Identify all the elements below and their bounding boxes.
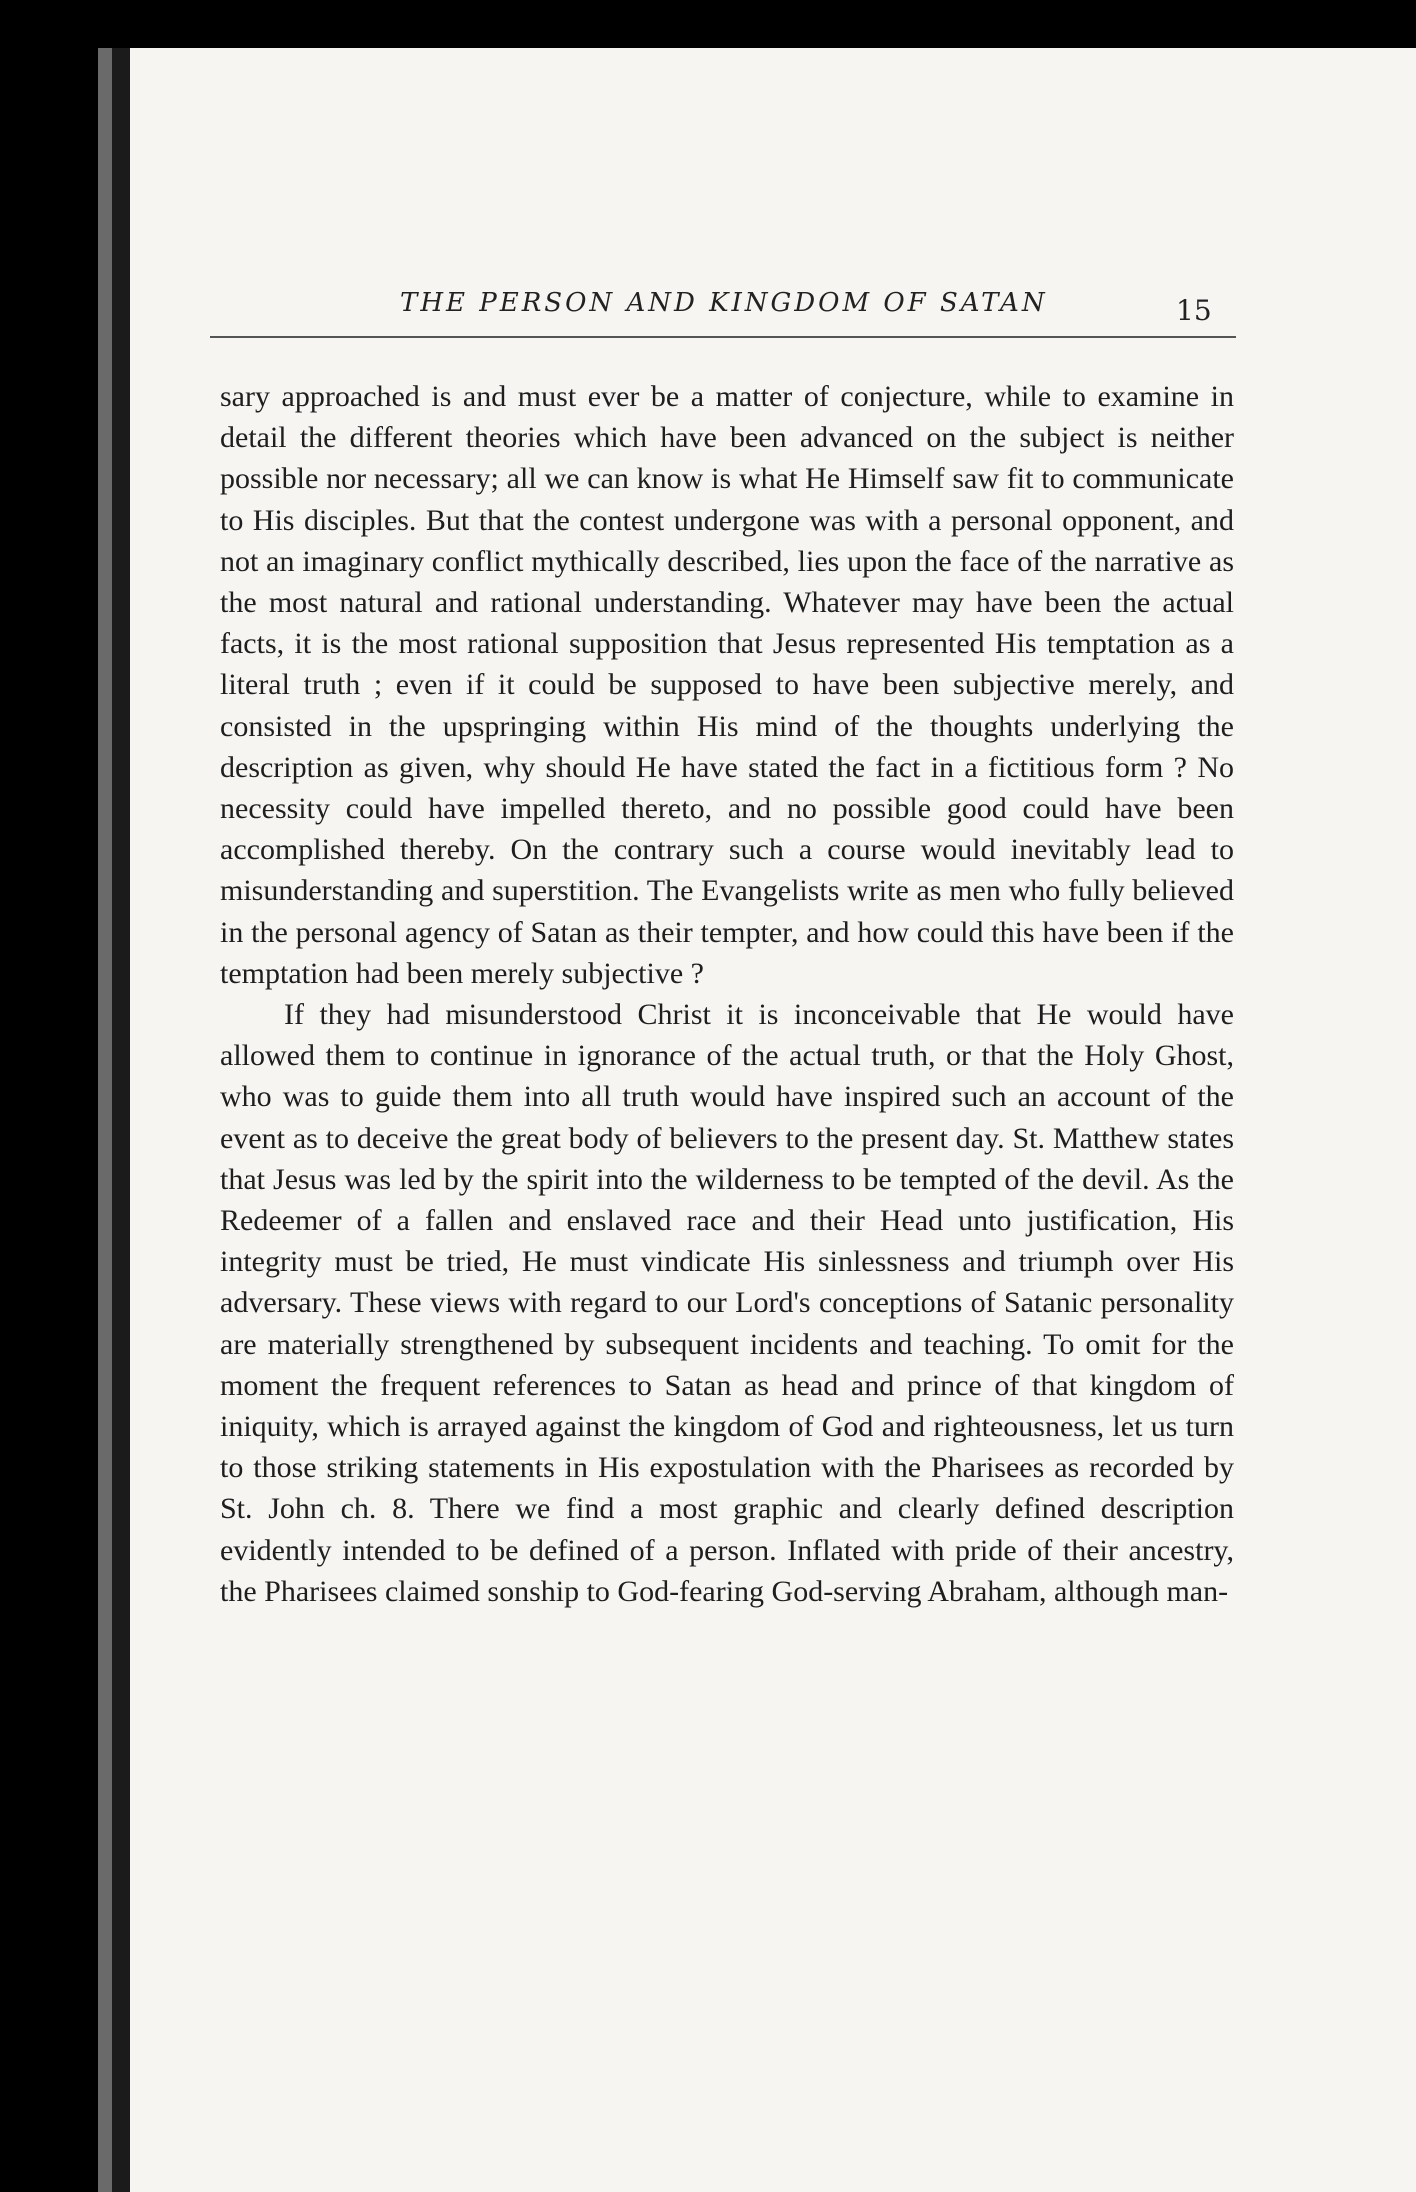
paragraph-1: sary approached is and must ever be a matter of conjecture, while to examine in detail the different theories which have been advanced on the subject is neither possible nor necessary; all we can know is what He Himself saw fit to communicate to His disciples. But that the contest undergone was with a personal opponent, and not an imaginary conflict mythically described, lies upon the face of the narrative as the most natural and rational understanding. Whatever may have been the actual facts, it is the most rational supposition that Jesus represented His temptation as a literal truth ; even if it could be supposed to have been subjective merely, and consisted in the upspringing within His mind of the thoughts underlying the description as given, why should He have stated the fact in a fictitious form ? No necessity could have impelled thereto, and no possible good could have been accomplished thereby. On the contrary such a course would inevitably lead to misunderstanding and superstition. The Evangelists write as men who fully believed in the personal agency of Satan as their tempter, and how could this have been if the temptation had been merely subjective ?	[220, 380, 1234, 990]
page-binding-edge	[112, 48, 130, 2192]
running-head-title: THE PERSON AND KINGDOM OF SATAN	[400, 288, 1048, 318]
page-number: 15	[1176, 294, 1212, 327]
paragraph-2: If they had misunderstood Christ it is inconceivable that He would have allowed them to continue in ignorance of the actual truth, or that the Holy Ghost, who was to guide them into all truth would have inspired such an account of the event as to deceive the great body of believers to the present day. St. Matthew states that Jesus was led by the spirit into the wilderness to be tempted of the devil. As the Redeemer of a fallen and enslaved race and their Head unto justification, His integrity must be tried, He must vindicate His sinlessness and triumph over His adversary. These views with regard to our Lord's conceptions of Satanic personality are materially strengthened by subsequent incidents and teaching. To omit for the moment the frequent references to Satan as head and prince of that kingdom of iniquity, which is arrayed against the kingdom of God and righteousness, let us turn to those striking statements in His expostulation with the Pharisees as recorded by St. John ch. 8. There we find a most graphic and clearly defined description evidently intended to be defined of a person. Inflated with pride of their ancestry, the Pharisees claimed sonship to God-fearing God-serving Abraham, although man-	[220, 998, 1234, 1608]
page-body	[220, 376, 1234, 1612]
book-spine-shadow	[98, 48, 112, 2192]
header-rule	[210, 336, 1236, 338]
